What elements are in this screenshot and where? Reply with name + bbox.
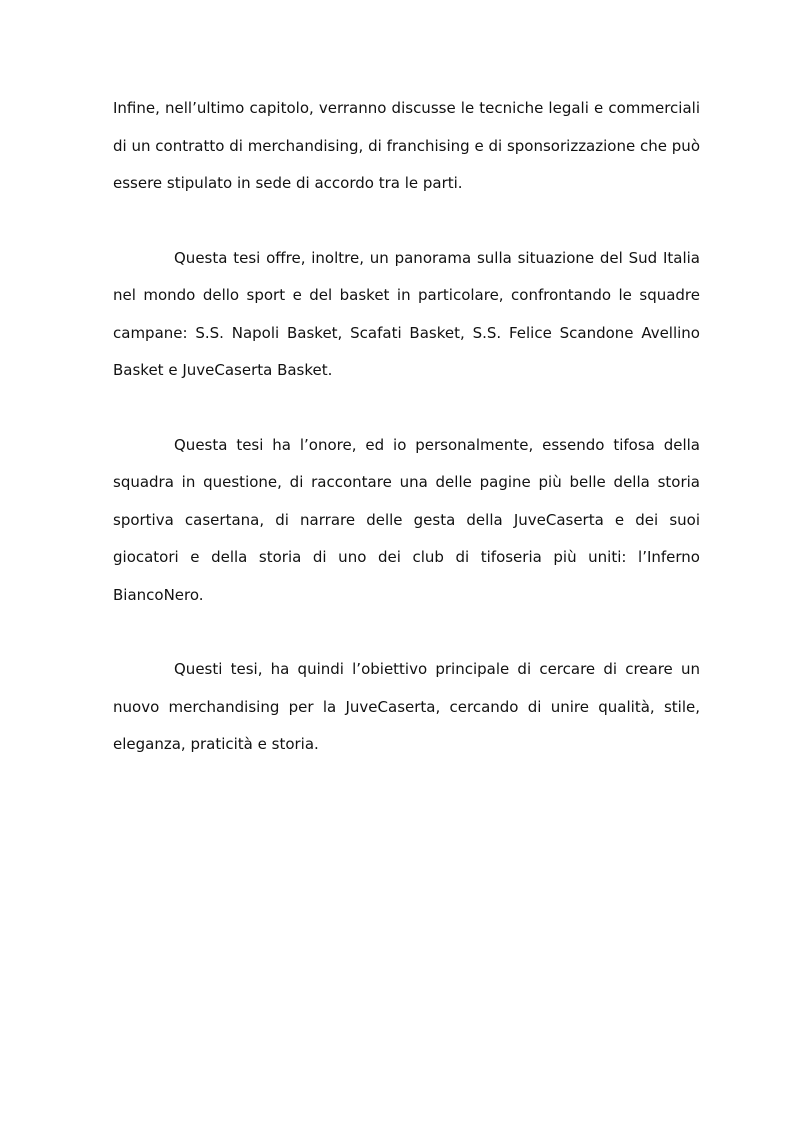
paragraph-1: Infine, nell’ultimo capitolo, verranno discusse le tecniche legali e commerciali di un contratto di merchandising, di franchising e di sponsorizzazione che può essere stipulato in sede di accordo tra le parti. xyxy=(113,99,700,192)
paragraph-3: Questa tesi ha l’onore, ed io personalmente, essendo tifosa della squadra in questione, di raccontare una delle pagine più belle della storia sportiva casertana, di narrare delle gesta della JuveCaserta e dei suoi giocatori e della storia di uno dei club di tifoseria più uniti: l’Inferno BiancoNero. xyxy=(113,435,700,604)
paragraph-2: Questa tesi offre, inoltre, un panorama sulla situazione del Sud Italia nel mondo dello sport e del basket in particolare, confrontando le squadre campane: S.S. Napoli Basket, Scafati Basket, S.S. Felice Scandone Avellino Basket e JuveCaserta Basket. xyxy=(113,248,700,379)
paragraph-4: Questi tesi, ha quindi l’obiettivo principale di cercare di creare un nuovo merchandising per la JuveCaserta, cercando di unire qualità, stile, eleganza, praticità e storia. xyxy=(113,660,700,753)
document-body xyxy=(113,90,700,801)
